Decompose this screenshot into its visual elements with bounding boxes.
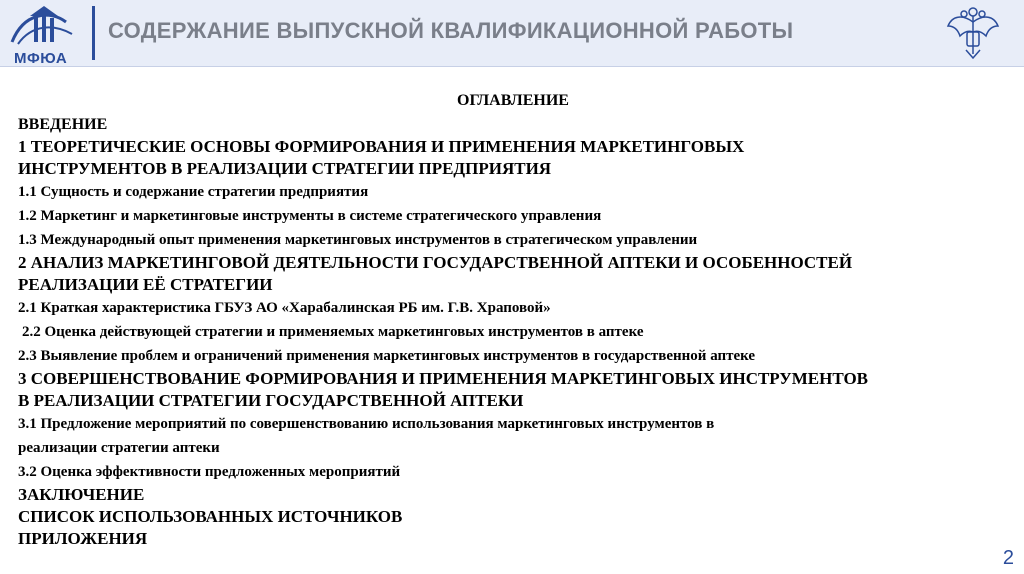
toc-chapter-1-line-2: ИНСТРУМЕНТОВ В РЕАЛИЗАЦИИ СТРАТЕГИИ ПРЕДПРИЯТИЯ — [18, 159, 552, 178]
toc-conclusion: ЗАКЛЮЧЕНИЕ — [18, 485, 145, 504]
slide-header — [0, 0, 1024, 67]
toc-chapter-1-line-1: 1 ТЕОРЕТИЧЕСКИЕ ОСНОВЫ ФОРМИРОВАНИЯ И ПРИМЕНЕНИЯ МАРКЕТИНГОВЫХ — [18, 137, 745, 156]
toc-section-3-1-line-2: реализации стратегии аптеки — [18, 440, 220, 456]
toc-section-2-3: 2.3 Выявление проблем и ограничений применения маркетинговых инструментов в государственной аптеке — [18, 348, 756, 364]
table-of-contents — [18, 92, 1008, 550]
header-divider — [92, 6, 95, 60]
toc-chapter-2-line-1: 2 АНАЛИЗ МАРКЕТИНГОВОЙ ДЕЯТЕЛЬНОСТИ ГОСУДАРСТВЕННОЙ АПТЕКИ И ОСОБЕННОСТЕЙ — [18, 253, 853, 272]
page-number: 2 — [1002, 547, 1014, 569]
toc-section-3-1-line-1: 3.1 Предложение мероприятий по совершенствованию использования маркетинговых инструментов в — [18, 416, 715, 432]
university-emblem-icon — [6, 4, 82, 48]
toc-heading: ОГЛАВЛЕНИЕ — [457, 92, 569, 109]
toc-section-1-2: 1.2 Маркетинг и маркетинговые инструменты в системе стратегического управления — [18, 208, 602, 224]
toc-sources: СПИСОК ИСПОЛЬЗОВАННЫХ ИСТОЧНИКОВ — [18, 507, 403, 526]
slide-title: СОДЕРЖАНИЕ ВЫПУСКНОЙ КВАЛИФИКАЦИОННОЙ РАБОТЫ — [108, 18, 794, 43]
coat-of-arms-icon — [944, 4, 1002, 62]
mfua-logo — [6, 4, 82, 67]
logo-text: МФЮА — [14, 50, 68, 67]
toc-section-2-1: 2.1 Краткая характеристика ГБУЗ АО «Харабалинская РБ им. Г.В. Храповой» — [18, 300, 551, 316]
toc-section-1-1: 1.1 Сущность и содержание стратегии предприятия — [18, 184, 369, 200]
toc-intro: ВВЕДЕНИЕ — [18, 116, 108, 133]
toc-chapter-2-line-2: РЕАЛИЗАЦИИ ЕЁ СТРАТЕГИИ — [18, 275, 273, 294]
toc-section-3-2: 3.2 Оценка эффективности предложенных мероприятий — [18, 464, 401, 480]
toc-chapter-3-line-1: 3 СОВЕРШЕНСТВОВАНИЕ ФОРМИРОВАНИЯ И ПРИМЕНЕНИЯ МАРКЕТИНГОВЫХ ИНСТРУМЕНТОВ — [18, 369, 869, 388]
toc-section-2-2: 2.2 Оценка действующей стратегии и применяемых маркетинговых инструментов в аптеке — [22, 324, 644, 340]
toc-appendices: ПРИЛОЖЕНИЯ — [18, 529, 148, 548]
toc-section-1-3: 1.3 Международный опыт применения маркетинговых инструментов в стратегическом управлении — [18, 232, 698, 248]
toc-chapter-3-line-2: В РЕАЛИЗАЦИИ СТРАТЕГИИ ГОСУДАРСТВЕННОЙ АПТЕКИ — [18, 391, 524, 410]
